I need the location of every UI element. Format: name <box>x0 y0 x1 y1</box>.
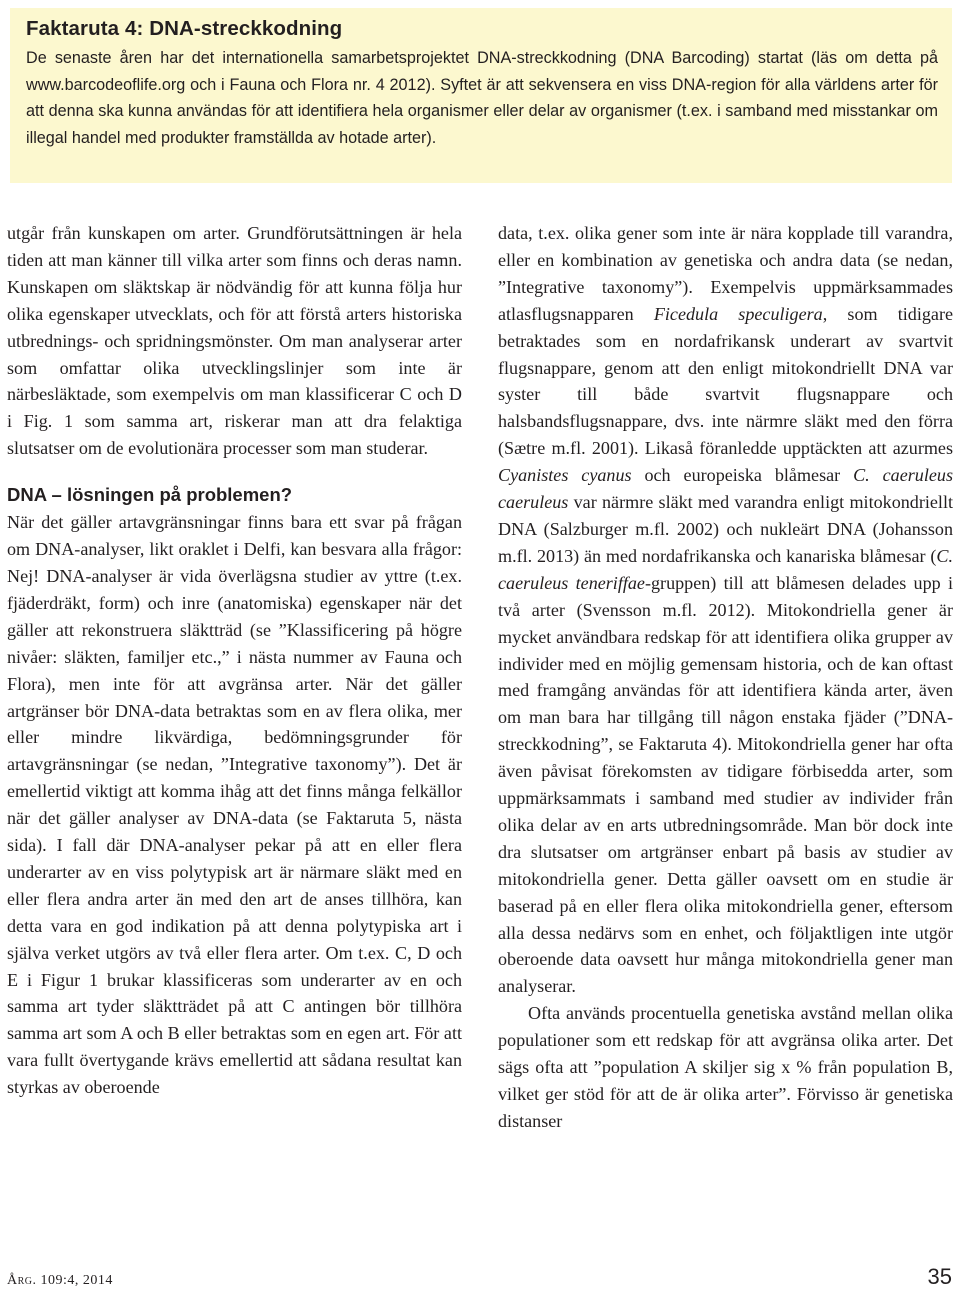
text-run: , som tidigare betraktades som en nordafrikansk underart av svartvit flugsnappare, genom att den enligt mitokondriellt DNA var syster till både svartvit flugsnappare och halsbandsflugsnappare, dvs. inte närmre släkt med den förra (Sætre m.fl. 2001). Likaså föranledde upptäckten att azurmes <box>498 303 953 459</box>
species-name: Cyanistes cyanus <box>498 465 632 486</box>
section-heading: DNA – lösningen på problemen? <box>7 484 293 506</box>
body-paragraph <box>498 220 953 1000</box>
left-column <box>7 220 462 1101</box>
fact-box-title: Faktaruta 4: DNA-streckkodning <box>26 17 343 40</box>
fact-box <box>10 8 952 183</box>
body-paragraph: Ofta används procentuella genetiska avstånd mellan olika populationer som ett redskap för att avgränsa olika arter. Det sägs ofta att ”population A skiljer sig x % från population B, vilket ger stöd för att de är olika arter”. Förvisso är genetiska distanser <box>498 1003 953 1131</box>
body-paragraph: utgår från kunskapen om arter. Grundförutsättningen är hela tiden att man känner till vilka arter som finns och deras namn. Kunskapen om släktskap är nödvändig för att kunna följa hur olika egenskaper utvecklats, och för att förstå arters historiska utbrednings- och spridningsmönster. Om man analyserar arter som omfattar olika utvecklingslinjer som inte är närbesläktade, som exempelvis om man klassificerar C och D i Fig. 1 som samma art, riskerar man att dra felaktiga slutsatser om de evolutionära processer som man studerar. <box>7 223 462 459</box>
species-name: C. caeruleus caeruleus <box>498 465 953 513</box>
text-run: -gruppen) till att blåmesen delades upp i två arter (Svensson m.fl. 2012). Mitokondriella gener är mycket användbara redskap för att identifiera olika grupper av individer med en möjlig gemensam historia, och de kan oftast med framgång användas för att identifiera kända arter, även om man bara har tillgång till någon enstaka fjäder (”DNA-streckkodning”, se Faktaruta 4). Mitokondriella gener har ofta även påvisat förekomsten av tidigare förbisedda arter, som uppmärksammats i samband med studier av individer från olika delar av en arts utbredningsområde. Man bör dock inte dra slutsatser om artgränser enbart på basis av studier av mitokondriella gener. Detta gäller oavsett om en studie är baserad på en eller flera olika mitokondriella gener, eftersom alla dessa nedärvs som en enhet, och följaktligen inte utgör oberoende data oavsett hur många mitokondriella gener man analyserar. <box>498 572 953 997</box>
fact-box-text: De senaste åren har det internationella samarbetsprojektet DNA-streckkodning (DNA Barcoding) startat (läs om detta på www.barcodeoflife.org och i Fauna och Flora nr. 4 2012). Syftet är att sekvensera en viss DNA-region för alla världens arter för att denna ska kunna användas för att identifiera hela organismer eller delar av organismer (t.ex. i samband med misstankar om illegal handel med produkter framställda av hotade arter). <box>26 49 938 147</box>
right-column <box>498 220 953 1135</box>
text-run: var närmre släkt med varandra enligt mitokondriellt DNA (Salzburger m.fl. 2002) och nukleärt DNA (Johansson m.fl. 2013) än med nordafrikanska och kanariska blåmesar ( <box>498 492 953 566</box>
issue-info: Årg. 109:4, 2014 <box>7 1273 113 1288</box>
species-name: Ficedula speculigera <box>653 303 823 324</box>
body-paragraph: När det gäller artavgränsningar finns bara ett svar på frågan om DNA-analyser, likt oraklet i Delfi, kan besvara alla frågor: Nej! DNA-analyser är vida överlägsna studier av yttre (t.ex. fjäderdräkt, form) och inre (anatomiska) egenskaper när det gäller att rekonstruera släktträd (se ”Klassificering på högre nivåer: släkten, familjer etc.,” i nästa nummer av Fauna och Flora), men inte för att avgränsa arter. När det gäller artgränser bör DNA-data betraktas som en av flera olika, mer eller mindre likvärdiga, bedömningsgrunder för artavgränsningar (se nedan, ”Integrative taxonomy”). Det är emellertid viktigt att komma ihåg att det finns många felkällor när det gäller analyser av DNA-data (se Faktaruta 5, nästa sida). I fall där DNA-analyser pekar på att en eller flera underarter av en viss polytypisk art är närmare släkt med en eller flera andra arter än med den art de anses tillhöra, kan detta vara en god indikation på att denna polytypiska art i själva verket utgörs av två eller flera arter. Om t.ex. C, D och E i Figur 1 brukar klassificeras som underarter av en och samma art tyder släktträdet på att C antingen bör tillhöra samma art som A och B eller betraktas som en egen art. För att vara fullt övertygande krävs emellertid att sådana resultat kan styrkas av oberoende <box>7 512 462 1098</box>
text-run: data, t.ex. olika gener som inte är nära kopplade till varandra, eller en kombination av genetiska och andra data (se nedan, ”Integrative taxonomy”). Exempelvis uppmärksammades atlasflugsnapparen <box>498 223 953 324</box>
page-number: 35 <box>927 1264 952 1289</box>
text-run: och europeiska blåmesar <box>631 465 854 486</box>
species-name: C. caeruleus teneriffae <box>498 545 953 593</box>
